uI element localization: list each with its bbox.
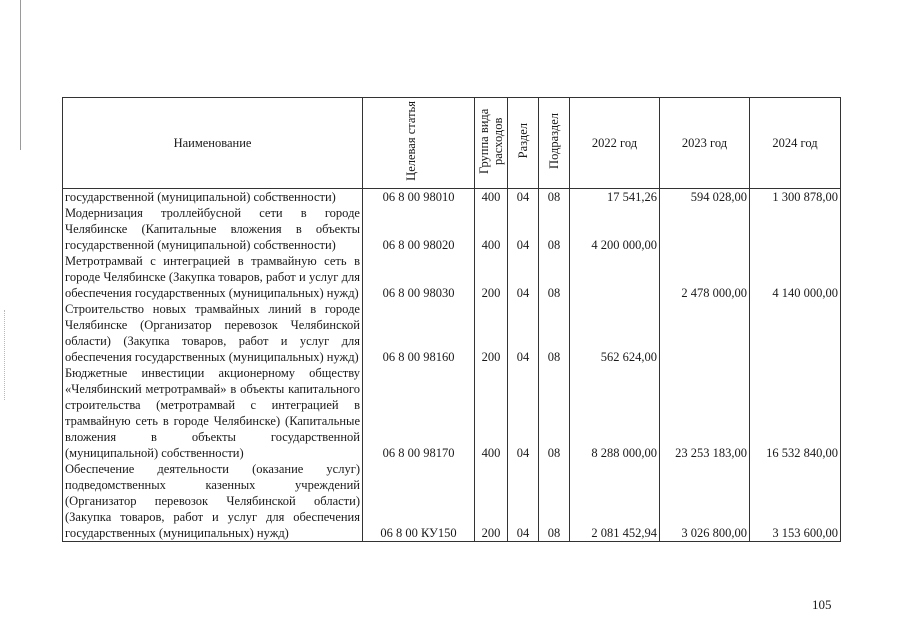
- row-section: 04: [508, 205, 539, 253]
- row-code: 06 8 00 98160: [363, 301, 475, 365]
- row-subsection: 08: [539, 189, 570, 206]
- row-2023: [660, 205, 750, 253]
- row-2023: 3 026 800,00: [660, 461, 750, 542]
- row-section: 04: [508, 189, 539, 206]
- scan-edge-line: [20, 0, 21, 150]
- row-section: 04: [508, 301, 539, 365]
- row-subsection: 08: [539, 205, 570, 253]
- header-2022: 2022 год: [570, 98, 660, 189]
- row-2024: 1 300 878,00: [750, 189, 841, 206]
- header-subsection: Подраздел: [539, 98, 570, 189]
- row-name: Бюджетные инвестиции акционерному обществу «Челябинский метротрамвай» в объекты капитального строительства (метротрамвай с интеграцией в трамвайную сеть в городе Челябинске) (Капитальные вложения в объекты государственной (муниципальной) собственности): [63, 365, 363, 461]
- row-name: государственной (муниципальной) собственности): [63, 189, 363, 206]
- row-2023: 2 478 000,00: [660, 253, 750, 301]
- table-row: [63, 461, 841, 542]
- row-group: 400: [475, 189, 508, 206]
- row-code: 06 8 00 98170: [363, 365, 475, 461]
- row-code: 06 8 00 98030: [363, 253, 475, 301]
- row-2022: 4 200 000,00: [570, 205, 660, 253]
- row-group: 200: [475, 301, 508, 365]
- row-2022: 17 541,26: [570, 189, 660, 206]
- row-2022: 562 624,00: [570, 301, 660, 365]
- row-2022: 8 288 000,00: [570, 365, 660, 461]
- table-row: [63, 189, 841, 206]
- row-2024: [750, 205, 841, 253]
- row-2023: 23 253 183,00: [660, 365, 750, 461]
- row-code: 06 8 00 98020: [363, 205, 475, 253]
- row-code: 06 8 00 98010: [363, 189, 475, 206]
- row-section: 04: [508, 461, 539, 542]
- header-section: Раздел: [508, 98, 539, 189]
- row-2024: 3 153 600,00: [750, 461, 841, 542]
- row-2023: 594 028,00: [660, 189, 750, 206]
- row-name: Модернизация троллейбусной сети в городе Челябинске (Капитальные вложения в объекты государственной (муниципальной) собственности): [63, 205, 363, 253]
- table-row: [63, 365, 841, 461]
- row-2022: 2 081 452,94: [570, 461, 660, 542]
- row-group: 400: [475, 365, 508, 461]
- row-name: Обеспечение деятельности (оказание услуг) подведомственных казенных учреждений (Организатор перевозок Челябинской области) (Закупка товаров, работ и услуг для обеспечения государственных (муниципальных) нужд): [63, 461, 363, 542]
- row-2024: 4 140 000,00: [750, 253, 841, 301]
- row-subsection: 08: [539, 365, 570, 461]
- header-target-article: Целевая статья: [363, 98, 475, 189]
- row-subsection: 08: [539, 461, 570, 542]
- budget-table: [62, 97, 841, 542]
- header-name: Наименование: [63, 98, 363, 189]
- row-group: 200: [475, 253, 508, 301]
- row-2024: 16 532 840,00: [750, 365, 841, 461]
- table-row: [63, 301, 841, 365]
- header-expense-group: Группа вида расходов: [475, 98, 508, 189]
- row-code: 06 8 00 КУ150: [363, 461, 475, 542]
- table-row: [63, 253, 841, 301]
- row-section: 04: [508, 253, 539, 301]
- header-2023: 2023 год: [660, 98, 750, 189]
- row-group: 400: [475, 205, 508, 253]
- row-name: Строительство новых трамвайных линий в городе Челябинске (Организатор перевозок Челябинской области) (Закупка товаров, работ и услуг для обеспечения государственных (муниципальных) нужд): [63, 301, 363, 365]
- row-2022: [570, 253, 660, 301]
- row-group: 200: [475, 461, 508, 542]
- page-number: 105: [812, 597, 832, 612]
- row-name: Метротрамвай с интеграцией в трамвайную сеть в городе Челябинске (Закупка товаров, работ и услуг для обеспечения государственных (муниципальных) нужд): [63, 253, 363, 301]
- margin-dots: [4, 310, 8, 400]
- row-2024: [750, 301, 841, 365]
- table-row: [63, 205, 841, 253]
- row-section: 04: [508, 365, 539, 461]
- row-subsection: 08: [539, 253, 570, 301]
- header-row: [63, 98, 841, 189]
- header-2024: 2024 год: [750, 98, 841, 189]
- row-subsection: 08: [539, 301, 570, 365]
- row-2023: [660, 301, 750, 365]
